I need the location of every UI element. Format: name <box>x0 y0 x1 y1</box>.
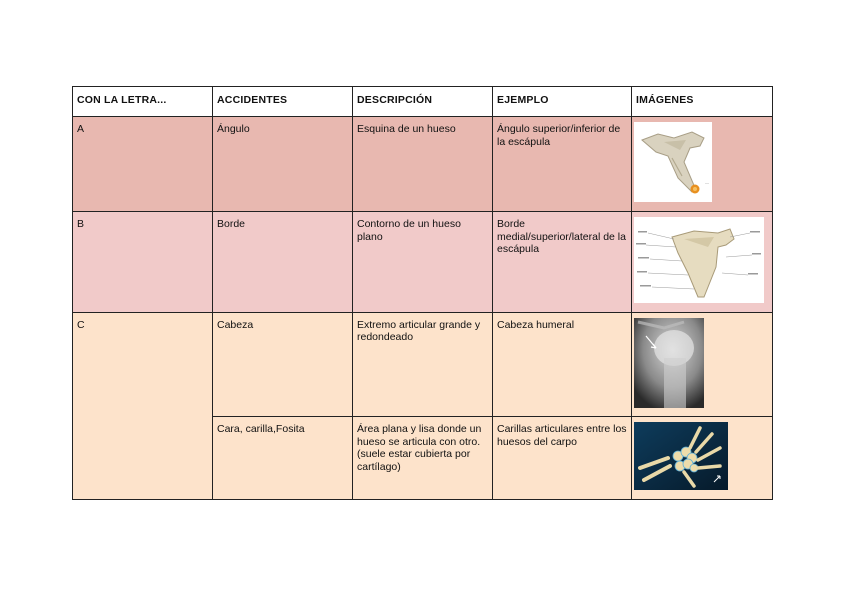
header-descripcion: DESCRIPCIÓN <box>353 87 493 117</box>
letter-cell: C <box>73 312 213 500</box>
accidente-cell: Cabeza <box>213 312 353 417</box>
accidente-cell: Borde <box>213 212 353 313</box>
ejemplo-cell: Ángulo superior/inferior de la escápula <box>493 117 632 212</box>
scapula-angle-image <box>634 122 712 206</box>
table-row <box>73 312 773 417</box>
header-row <box>73 87 773 117</box>
humeral-head-xray-image <box>634 318 704 412</box>
image-cell <box>632 417 773 500</box>
accidente-cell: Cara, carilla,Fosita <box>213 417 353 500</box>
image-cell <box>632 212 773 313</box>
table-row <box>73 212 773 313</box>
accidente-cell: Ángulo <box>213 117 353 212</box>
header-ejemplo: EJEMPLO <box>493 87 632 117</box>
descripcion-cell: Esquina de un hueso <box>353 117 493 212</box>
ejemplo-cell: Cabeza humeral <box>493 312 632 417</box>
table-row <box>73 117 773 212</box>
descripcion-cell: Extremo articular grande y redondeado <box>353 312 493 417</box>
descripcion-cell: Área plana y lisa donde un hueso se articula con otro.(suele estar cubierta por cartílago) <box>353 417 493 500</box>
header-letter: CON LA LETRA... <box>73 87 213 117</box>
descripcion-cell: Contorno de un hueso plano <box>353 212 493 313</box>
header-accidentes: ACCIDENTES <box>213 87 353 117</box>
image-cell <box>632 117 773 212</box>
letter-cell: B <box>73 212 213 313</box>
image-cell <box>632 312 773 417</box>
scapula-borders-image <box>634 217 764 307</box>
header-imagenes: IMÁGENES <box>632 87 773 117</box>
svg-text:—: — <box>705 180 709 186</box>
letter-cell: A <box>73 117 213 212</box>
bone-landmarks-table <box>72 86 773 500</box>
ejemplo-cell: Borde medial/superior/lateral de la escápula <box>493 212 632 313</box>
carpal-bones-image <box>634 422 728 494</box>
ejemplo-cell: Carillas articulares entre los huesos del carpo <box>493 417 632 500</box>
